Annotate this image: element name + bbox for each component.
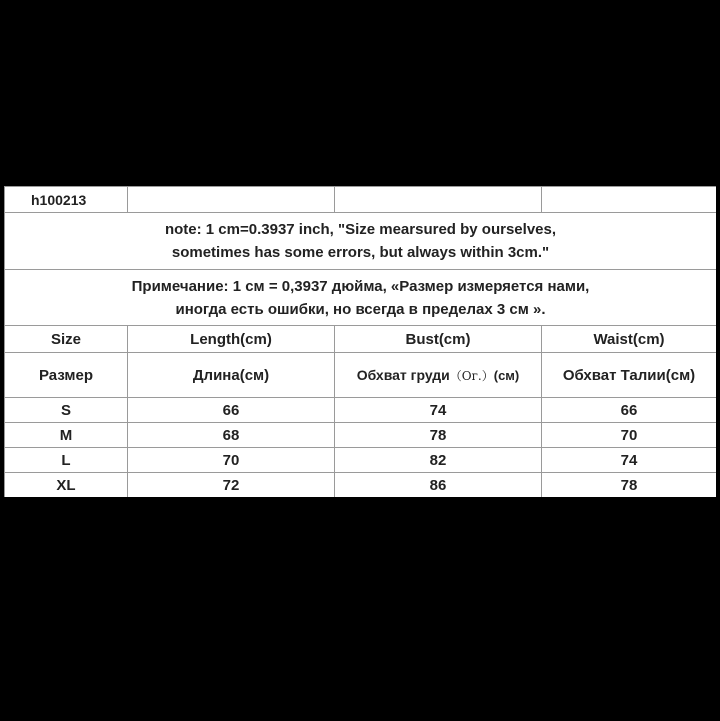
size-cell: S	[5, 398, 128, 423]
waist-cell: 66	[542, 398, 717, 423]
bust-cell: 78	[335, 423, 542, 448]
header-waist: Waist(cm)	[542, 326, 717, 353]
header-ru-bust-unit: (см)	[493, 367, 520, 383]
bust-cell: 82	[335, 448, 542, 473]
header-en-row	[5, 326, 717, 353]
header-ru-bust-sub: （Ог.）	[449, 368, 494, 383]
waist-cell: 74	[542, 448, 717, 473]
table-row	[5, 473, 717, 498]
length-cell: 68	[128, 423, 335, 448]
note-en-line2: sometimes has some errors, but always within 3cm."	[171, 244, 550, 261]
size-cell: XL	[5, 473, 128, 498]
header-ru-row	[5, 353, 717, 398]
waist-cell: 78	[542, 473, 717, 498]
empty-cell	[542, 187, 717, 213]
header-size: Size	[5, 326, 128, 353]
header-ru-waist: Обхват Талии(см)	[542, 353, 717, 398]
waist-cell: 70	[542, 423, 717, 448]
table-row	[5, 423, 717, 448]
header-length: Length(cm)	[128, 326, 335, 353]
note-ru-row	[5, 270, 717, 326]
size-cell: L	[5, 448, 128, 473]
header-ru-bust	[335, 353, 542, 398]
product-code: h100213	[5, 187, 128, 213]
empty-cell	[128, 187, 335, 213]
note-ru-line1: Примечание: 1 см = 0,3937 дюйма, «Размер измеряется нами,	[131, 277, 590, 295]
note-en	[5, 213, 717, 270]
size-cell: M	[5, 423, 128, 448]
size-chart-table	[4, 186, 716, 497]
note-ru	[5, 270, 717, 326]
header-code-row	[5, 187, 717, 213]
size-chart-sheet	[4, 186, 716, 497]
note-en-row	[5, 213, 717, 270]
length-cell: 70	[128, 448, 335, 473]
table-row	[5, 398, 717, 423]
bust-cell: 86	[335, 473, 542, 498]
header-ru-size: Размер	[5, 353, 128, 398]
length-cell: 72	[128, 473, 335, 498]
empty-cell	[335, 187, 542, 213]
header-ru-length: Длина(см)	[128, 353, 335, 398]
note-en-line1: note: 1 cm=0.3937 inch, "Size mearsured by ourselves,	[164, 221, 557, 238]
header-ru-bust-main: Обхват груди	[356, 366, 450, 383]
length-cell: 66	[128, 398, 335, 423]
header-bust: Bust(cm)	[335, 326, 542, 353]
table-row	[5, 448, 717, 473]
bust-cell: 74	[335, 398, 542, 423]
note-ru-line2: иногда есть ошибки, но всегда в пределах 3 см ».	[175, 300, 546, 318]
